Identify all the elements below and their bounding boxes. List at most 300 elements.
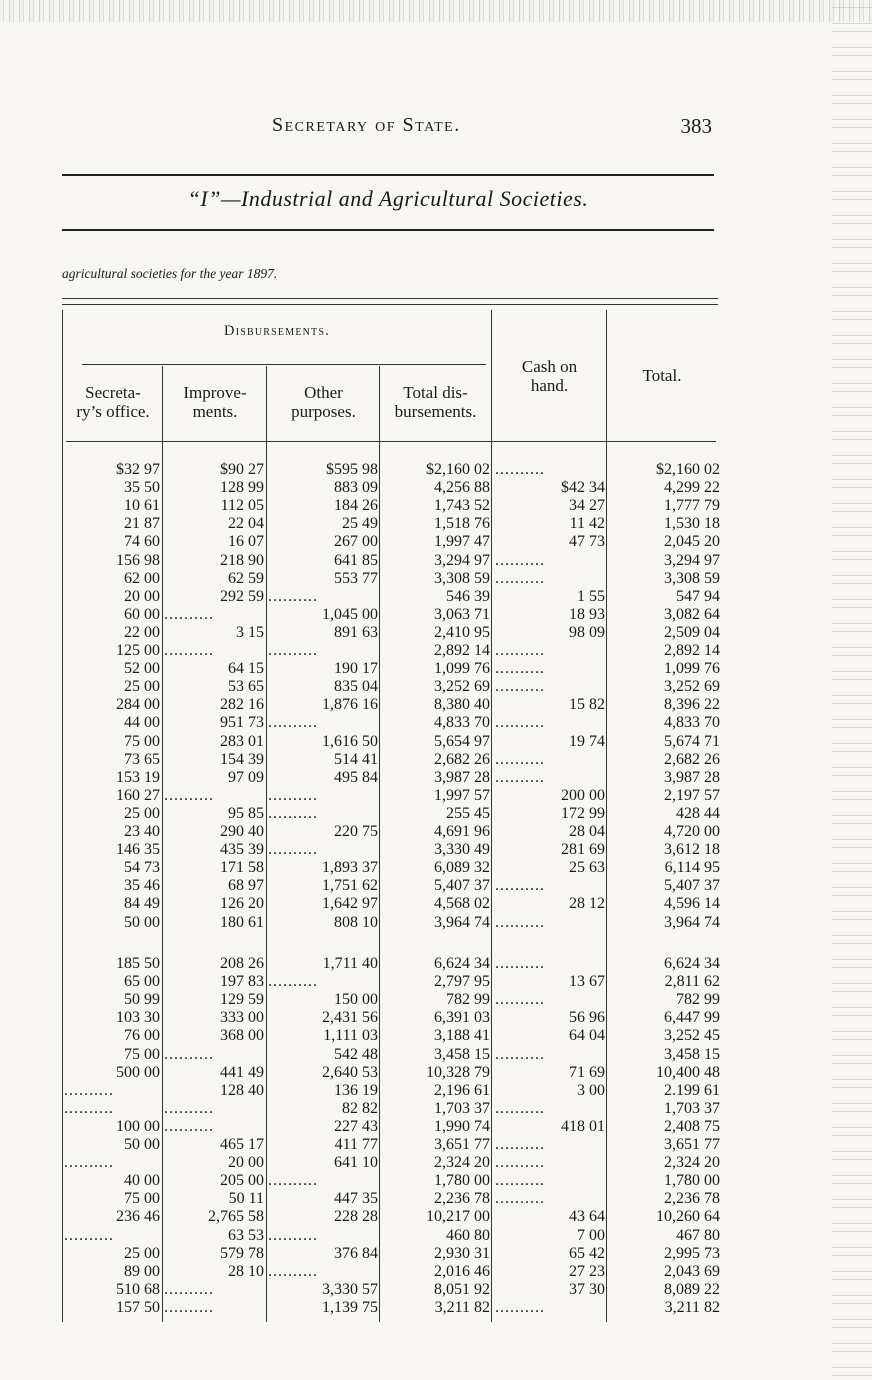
cell-total-disbursements: 1,743 52 xyxy=(434,497,490,515)
leader-dots: .......... xyxy=(268,714,318,732)
table-row xyxy=(0,805,872,823)
cell-improvements: 62 59 xyxy=(228,569,264,587)
cell-total: 3,308 59 xyxy=(664,569,720,587)
table-row xyxy=(0,973,872,991)
cell-secretary-office: 185 50 xyxy=(116,955,160,972)
cell-total-disbursements: 6,391 03 xyxy=(434,1009,490,1027)
cell-total: 5,407 37 xyxy=(664,877,720,895)
table-row xyxy=(0,588,872,606)
leader-dots: .......... xyxy=(495,569,545,587)
cell-total: 3,252 69 xyxy=(664,678,720,696)
table-subtitle: agricultural societies for the year 1897. xyxy=(62,266,278,281)
cell-other-purposes: 227 43 xyxy=(334,1117,378,1135)
cell-secretary-office: 23 40 xyxy=(124,823,160,840)
cell-total-disbursements: 4,691 96 xyxy=(434,823,490,840)
cell-improvements: 208 26 xyxy=(220,955,264,972)
leader-dots: .......... xyxy=(164,1117,214,1135)
cell-cash-on-hand: 56 96 xyxy=(569,1009,605,1027)
cell-secretary-office: 20 00 xyxy=(124,587,160,605)
cell-secretary-office: 73 65 xyxy=(124,750,160,768)
cell-total-disbursements: 2,236 78 xyxy=(434,1190,490,1208)
cell-improvements: 64 15 xyxy=(228,660,264,678)
cell-total-disbursements: 10,217 00 xyxy=(426,1208,490,1226)
cell-secretary-office: 62 00 xyxy=(124,569,160,587)
leader-dots: .......... xyxy=(495,750,545,768)
cell-total: 10,400 48 xyxy=(656,1063,720,1081)
table-top-rule-2 xyxy=(62,304,718,305)
leader-dots: .......... xyxy=(64,1226,114,1244)
table-row xyxy=(0,1245,872,1263)
cell-cash-on-hand: 19 74 xyxy=(569,732,605,750)
cell-total-disbursements: 4,833 70 xyxy=(434,714,490,732)
cell-secretary-office: 50 00 xyxy=(124,913,160,931)
cell-other-purposes: 514 41 xyxy=(334,750,378,768)
cell-other-purposes: 641 10 xyxy=(334,1154,378,1172)
cell-other-purposes: 553 77 xyxy=(334,569,378,587)
cell-secretary-office: 84 49 xyxy=(124,895,160,913)
cell-other-purposes: 136 19 xyxy=(334,1081,378,1099)
cell-total-disbursements: 3,252 69 xyxy=(434,678,490,696)
cell-cash-on-hand: 34 27 xyxy=(569,497,605,515)
cell-total-disbursements: 2,682 26 xyxy=(434,750,490,768)
cell-total-disbursements: 2,324 20 xyxy=(434,1154,490,1172)
cell-improvements: 95 85 xyxy=(228,804,264,822)
cell-secretary-office: 153 19 xyxy=(116,768,160,786)
cell-total-disbursements: 6,624 34 xyxy=(434,955,490,972)
cell-total: 2,045 20 xyxy=(664,533,720,551)
cell-total-disbursements: 460 80 xyxy=(446,1226,490,1244)
cell-improvements: 579 78 xyxy=(220,1244,264,1262)
cell-total: 3,252 45 xyxy=(664,1027,720,1045)
cell-total: 3,082 64 xyxy=(664,605,720,623)
cell-improvements: 63 53 xyxy=(228,1226,264,1244)
table-row xyxy=(0,914,872,932)
cell-other-purposes: 1,616 50 xyxy=(322,732,378,750)
leader-dots: .......... xyxy=(268,642,318,659)
leader-dots: .......... xyxy=(495,660,545,678)
cell-other-purposes: 1,893 37 xyxy=(322,859,378,877)
leader-dots: .......... xyxy=(495,678,545,696)
cell-other-purposes: 267 00 xyxy=(334,533,378,551)
leader-dots: .......... xyxy=(268,786,318,804)
cell-improvements: 951 73 xyxy=(220,714,264,732)
cell-cash-on-hand: 15 82 xyxy=(569,696,605,714)
cell-secretary-office: 40 00 xyxy=(124,1172,160,1190)
cell-total-disbursements: 5,407 37 xyxy=(434,877,490,895)
cell-cash-on-hand: 64 04 xyxy=(569,1027,605,1045)
cell-cash-on-hand: 200 00 xyxy=(561,786,605,804)
cell-improvements: 28 10 xyxy=(228,1262,264,1280)
cell-improvements: 97 09 xyxy=(228,768,264,786)
table-row xyxy=(0,552,872,570)
cell-total: 2,236 78 xyxy=(664,1190,720,1208)
table-row xyxy=(0,823,872,841)
cell-secretary-office: 50 00 xyxy=(124,1136,160,1153)
cell-cash-on-hand: 25 63 xyxy=(569,859,605,877)
cell-total: 3,964 74 xyxy=(664,913,720,931)
cell-other-purposes: 883 09 xyxy=(334,479,378,497)
cell-total: 3,987 28 xyxy=(664,768,720,786)
cell-other-purposes: 1,751 62 xyxy=(322,877,378,895)
cell-improvements: 128 40 xyxy=(220,1081,264,1099)
cell-total: 2,324 20 xyxy=(664,1154,720,1172)
cell-other-purposes: 542 48 xyxy=(334,1045,378,1063)
cell-total-disbursements: 3,188 41 xyxy=(434,1027,490,1045)
cell-improvements: 171 58 xyxy=(220,859,264,877)
cell-total: 3,458 15 xyxy=(664,1045,720,1063)
cell-secretary-office: 100 00 xyxy=(116,1117,160,1135)
table-row xyxy=(0,624,872,642)
cell-total: 1,099 76 xyxy=(664,660,720,678)
cell-total-disbursements: 1,099 76 xyxy=(434,660,490,678)
cell-secretary-office: 103 30 xyxy=(116,1009,160,1027)
cell-improvements: 68 97 xyxy=(228,877,264,895)
cell-secretary-office: 75 00 xyxy=(124,732,160,750)
cell-total-disbursements: 3,330 49 xyxy=(434,841,490,859)
cell-total: 467 80 xyxy=(676,1226,720,1244)
cell-other-purposes: 835 04 xyxy=(334,678,378,696)
cell-other-purposes: 228 28 xyxy=(334,1208,378,1226)
running-head: Secretary of State. xyxy=(272,114,461,136)
cell-total-disbursements: 3,211 82 xyxy=(434,1298,490,1316)
leader-dots: .......... xyxy=(64,1099,114,1117)
cell-cash-on-hand: 28 12 xyxy=(569,895,605,913)
table-row xyxy=(0,1263,872,1281)
table-row xyxy=(0,696,872,714)
leader-dots: .......... xyxy=(268,1226,318,1244)
cell-cash-on-hand: 418 01 xyxy=(561,1117,605,1135)
cell-total-disbursements: 3,458 15 xyxy=(434,1045,490,1063)
cell-total: 2,995 73 xyxy=(664,1244,720,1262)
cell-total: 1,780 00 xyxy=(664,1172,720,1190)
leader-dots: .......... xyxy=(64,1081,114,1099)
cell-total: $2,160 02 xyxy=(656,461,720,478)
column-header-total: Total. xyxy=(642,366,682,385)
cell-improvements: 180 61 xyxy=(220,913,264,931)
leader-dots: .......... xyxy=(495,642,545,659)
page-number: 383 xyxy=(680,114,712,138)
cell-cash-on-hand: 37 30 xyxy=(569,1280,605,1298)
cell-total: 428 44 xyxy=(676,804,720,822)
cell-total: 8,396 22 xyxy=(664,696,720,714)
cell-total: 3,211 82 xyxy=(664,1298,720,1316)
cell-total-disbursements: 5,654 97 xyxy=(434,732,490,750)
leader-dots: .......... xyxy=(268,1172,318,1190)
leader-dots: .......... xyxy=(495,461,545,478)
leader-dots: .......... xyxy=(164,786,214,804)
leader-dots: .......... xyxy=(164,1298,214,1316)
cell-secretary-office: 25 00 xyxy=(124,804,160,822)
cell-cash-on-hand: 28 04 xyxy=(569,823,605,840)
cell-other-purposes: 376 84 xyxy=(334,1244,378,1262)
cell-other-purposes: 447 35 xyxy=(334,1190,378,1208)
leader-dots: .......... xyxy=(268,587,318,605)
cell-cash-on-hand: 47 73 xyxy=(569,533,605,551)
cell-total-disbursements: 8,051 92 xyxy=(434,1280,490,1298)
cell-improvements: 2,765 58 xyxy=(208,1208,264,1226)
table-row xyxy=(0,606,872,624)
column-header-cash-on-hand: Cash on hand. xyxy=(521,357,578,395)
leader-dots: .......... xyxy=(495,1172,545,1190)
cell-improvements: 465 17 xyxy=(220,1136,264,1153)
leader-dots: .......... xyxy=(495,551,545,569)
cell-improvements: 129 59 xyxy=(220,991,264,1009)
cell-improvements: 290 40 xyxy=(220,823,264,840)
table-row xyxy=(0,955,872,973)
group-header-rule xyxy=(82,364,486,365)
cell-improvements: 368 00 xyxy=(220,1027,264,1045)
cell-total: 4,596 14 xyxy=(664,895,720,913)
table-row xyxy=(0,895,872,913)
leader-dots: .......... xyxy=(495,1154,545,1172)
cell-total-disbursements: 3,651 77 xyxy=(434,1136,490,1153)
cell-other-purposes: 25 49 xyxy=(342,515,378,533)
cell-secretary-office: 52 00 xyxy=(124,660,160,678)
cell-improvements: 205 00 xyxy=(220,1172,264,1190)
cell-total-disbursements: 782 99 xyxy=(446,991,490,1009)
table-row xyxy=(0,1281,872,1299)
cell-total-disbursements: 4,256 88 xyxy=(434,479,490,497)
cell-other-purposes: 411 77 xyxy=(334,1136,378,1153)
cell-secretary-office: 50 99 xyxy=(124,991,160,1009)
cell-total: 3,612 18 xyxy=(664,841,720,859)
column-header-improvements: Improve- ments. xyxy=(183,383,247,421)
leader-dots: .......... xyxy=(64,1154,114,1172)
page-header xyxy=(62,114,712,140)
cell-secretary-office: 35 50 xyxy=(124,479,160,497)
leader-dots: .......... xyxy=(495,1136,545,1153)
cell-total: 10,260 64 xyxy=(656,1208,720,1226)
title-rule-bottom xyxy=(62,229,714,231)
cell-cash-on-hand: 11 42 xyxy=(569,515,605,533)
cell-improvements: 112 05 xyxy=(220,497,264,515)
cell-total-disbursements: 255 45 xyxy=(446,804,490,822)
cell-total-disbursements: 3,987 28 xyxy=(434,768,490,786)
table-row xyxy=(0,1154,872,1172)
cell-improvements: 441 49 xyxy=(220,1063,264,1081)
table-row xyxy=(0,515,872,533)
cell-improvements: 292 59 xyxy=(220,587,264,605)
cell-improvements: 126 20 xyxy=(220,895,264,913)
cell-improvements: $90 27 xyxy=(220,461,264,478)
table-row xyxy=(0,1208,872,1226)
leader-dots: .......... xyxy=(495,991,545,1009)
cell-total-disbursements: 546 39 xyxy=(446,587,490,605)
table-row xyxy=(0,991,872,1009)
cell-improvements: 22 04 xyxy=(228,515,264,533)
cell-total: 2,043 69 xyxy=(664,1262,720,1280)
cell-cash-on-hand: 3 00 xyxy=(577,1081,605,1099)
cell-secretary-office: 54 73 xyxy=(124,859,160,877)
cell-secretary-office: 157 50 xyxy=(116,1298,160,1316)
cell-secretary-office: 21 87 xyxy=(124,515,160,533)
cell-cash-on-hand: 71 69 xyxy=(569,1063,605,1081)
cell-secretary-office: 74 60 xyxy=(124,533,160,551)
cell-total: 2,197 57 xyxy=(664,786,720,804)
cell-other-purposes: 1,876 16 xyxy=(322,696,378,714)
table-row xyxy=(0,714,872,732)
cell-other-purposes: $595 98 xyxy=(326,461,378,478)
disbursements-group-header: Disbursements. xyxy=(224,323,330,339)
cell-total: 3,294 97 xyxy=(664,551,720,569)
table-row xyxy=(0,1136,872,1154)
leader-dots: .......... xyxy=(164,1280,214,1298)
cell-improvements: 53 65 xyxy=(228,678,264,696)
cell-secretary-office: 44 00 xyxy=(124,714,160,732)
cell-secretary-office: 65 00 xyxy=(124,973,160,991)
cell-improvements: 197 83 xyxy=(220,973,264,991)
table-row xyxy=(0,859,872,877)
table-row xyxy=(0,1118,872,1136)
leader-dots: .......... xyxy=(164,605,214,623)
cell-total: 6,624 34 xyxy=(664,955,720,972)
column-header-secretary: Secreta- ry’s office. xyxy=(76,383,150,421)
leader-dots: .......... xyxy=(495,913,545,931)
cell-total-disbursements: 1,990 74 xyxy=(434,1117,490,1135)
cell-total-disbursements: 10,328 79 xyxy=(426,1063,490,1081)
cell-total-disbursements: 2,410 95 xyxy=(434,623,490,641)
cell-other-purposes: 1,045 00 xyxy=(322,605,378,623)
cell-secretary-office: 146 35 xyxy=(116,841,160,859)
table-row xyxy=(0,1082,872,1100)
cell-improvements: 20 00 xyxy=(228,1154,264,1172)
cell-total: 1,703 37 xyxy=(664,1099,720,1117)
leader-dots: .......... xyxy=(495,1298,545,1316)
cell-secretary-office: 10 61 xyxy=(124,497,160,515)
table-top-rule-1 xyxy=(62,298,718,299)
cell-other-purposes: 3,330 57 xyxy=(322,1280,378,1298)
cell-total-disbursements: 3,294 97 xyxy=(434,551,490,569)
cell-total-disbursements: 3,964 74 xyxy=(434,913,490,931)
cell-secretary-office: 22 00 xyxy=(124,623,160,641)
cell-other-purposes: 2,431 56 xyxy=(322,1009,378,1027)
cell-total: 6,447 99 xyxy=(664,1009,720,1027)
cell-improvements: 50 11 xyxy=(228,1190,264,1208)
section-title: “I”—Industrial and Agricultural Societies. xyxy=(187,186,589,211)
cell-improvements: 435 39 xyxy=(220,841,264,859)
cell-secretary-office: 76 00 xyxy=(124,1027,160,1045)
cell-total-disbursements: 1,997 47 xyxy=(434,533,490,551)
cell-total-disbursements: 6,089 32 xyxy=(434,859,490,877)
cell-other-purposes: 641 85 xyxy=(334,551,378,569)
cell-total-disbursements: 1,997 57 xyxy=(434,786,490,804)
cell-other-purposes: 220 75 xyxy=(334,823,378,840)
cell-secretary-office: 284 00 xyxy=(116,696,160,714)
table-row xyxy=(0,1299,872,1317)
cell-improvements: 3 15 xyxy=(236,623,264,641)
cell-other-purposes: 808 10 xyxy=(334,913,378,931)
cell-other-purposes: 495 84 xyxy=(334,768,378,786)
cell-total: 547 94 xyxy=(676,587,720,605)
cell-cash-on-hand: 27 23 xyxy=(569,1262,605,1280)
cell-secretary-office: 25 00 xyxy=(124,1244,160,1262)
cell-total: 2.199 61 xyxy=(664,1081,720,1099)
cell-total-disbursements: 3,308 59 xyxy=(434,569,490,587)
cell-total: 4,720 00 xyxy=(664,823,720,840)
cell-total: 2,892 14 xyxy=(664,642,720,659)
cell-other-purposes: 2,640 53 xyxy=(322,1063,378,1081)
table-row xyxy=(0,570,872,588)
cell-total: 3,651 77 xyxy=(664,1136,720,1153)
table-row xyxy=(0,787,872,805)
cell-secretary-office: 75 00 xyxy=(124,1045,160,1063)
cell-other-purposes: 184 26 xyxy=(334,497,378,515)
table-row xyxy=(0,461,872,479)
cell-total-disbursements: 3,063 71 xyxy=(434,605,490,623)
cell-secretary-office: $32 97 xyxy=(116,461,160,478)
cell-other-purposes: 891 63 xyxy=(334,623,378,641)
cell-secretary-office: 60 00 xyxy=(124,605,160,623)
table-row xyxy=(0,497,872,515)
cell-cash-on-hand: 98 09 xyxy=(569,623,605,641)
leader-dots: .......... xyxy=(495,1190,545,1208)
leader-dots: .......... xyxy=(495,1099,545,1117)
cell-cash-on-hand: $42 34 xyxy=(561,479,605,497)
table-row xyxy=(0,877,872,895)
cell-improvements: 154 39 xyxy=(220,750,264,768)
cell-other-purposes: 150 00 xyxy=(334,991,378,1009)
column-header-rule xyxy=(66,441,716,442)
leader-dots: .......... xyxy=(495,877,545,895)
cell-total: 782 99 xyxy=(676,991,720,1009)
cell-cash-on-hand: 18 93 xyxy=(569,605,605,623)
cell-improvements: 128 99 xyxy=(220,479,264,497)
cell-total-disbursements: 2,016 46 xyxy=(434,1262,490,1280)
cell-total-disbursements: 1,703 37 xyxy=(434,1099,490,1117)
leader-dots: .......... xyxy=(268,1262,318,1280)
cell-total: 4,833 70 xyxy=(664,714,720,732)
cell-other-purposes: 190 17 xyxy=(334,660,378,678)
cell-total-disbursements: 2,930 31 xyxy=(434,1244,490,1262)
cell-cash-on-hand: 7 00 xyxy=(577,1226,605,1244)
table-row xyxy=(0,479,872,497)
table-row xyxy=(0,678,872,696)
column-header-total-disbursements: Total dis- bursements. xyxy=(394,383,477,421)
cell-total-disbursements: 2,892 14 xyxy=(434,642,490,659)
cell-secretary-office: 510 68 xyxy=(116,1280,160,1298)
table-row xyxy=(0,769,872,787)
leader-dots: .......... xyxy=(164,1099,214,1117)
cell-cash-on-hand: 13 67 xyxy=(569,973,605,991)
cell-other-purposes: 1,111 03 xyxy=(323,1027,378,1045)
table-row xyxy=(0,733,872,751)
cell-secretary-office: 89 00 xyxy=(124,1262,160,1280)
table-row xyxy=(0,751,872,769)
leader-dots: .......... xyxy=(268,804,318,822)
column-header-other-purposes: Other purposes. xyxy=(291,383,356,421)
cell-other-purposes: 1,642 97 xyxy=(322,895,378,913)
cell-secretary-office: 160 27 xyxy=(116,786,160,804)
cell-secretary-office: 35 46 xyxy=(124,877,160,895)
cell-other-purposes: 82 82 xyxy=(342,1099,378,1117)
title-rule-top xyxy=(62,174,714,176)
cell-total: 1,777 79 xyxy=(664,497,720,515)
cell-total-disbursements: 4,568 02 xyxy=(434,895,490,913)
cell-secretary-office: 156 98 xyxy=(116,551,160,569)
cell-secretary-office: 500 00 xyxy=(116,1063,160,1081)
cell-improvements: 16 07 xyxy=(228,533,264,551)
cell-total: 1,530 18 xyxy=(664,515,720,533)
leader-dots: .......... xyxy=(164,642,214,659)
cell-total: 2,811 62 xyxy=(664,973,720,991)
leader-dots: .......... xyxy=(495,1045,545,1063)
scan-edge-noise xyxy=(0,0,872,22)
cell-improvements: 218 90 xyxy=(220,551,264,569)
leader-dots: .......... xyxy=(268,841,318,859)
cell-cash-on-hand: 65 42 xyxy=(569,1244,605,1262)
cell-other-purposes: 1,711 40 xyxy=(322,955,378,972)
cell-total-disbursements: 2,797 95 xyxy=(434,973,490,991)
